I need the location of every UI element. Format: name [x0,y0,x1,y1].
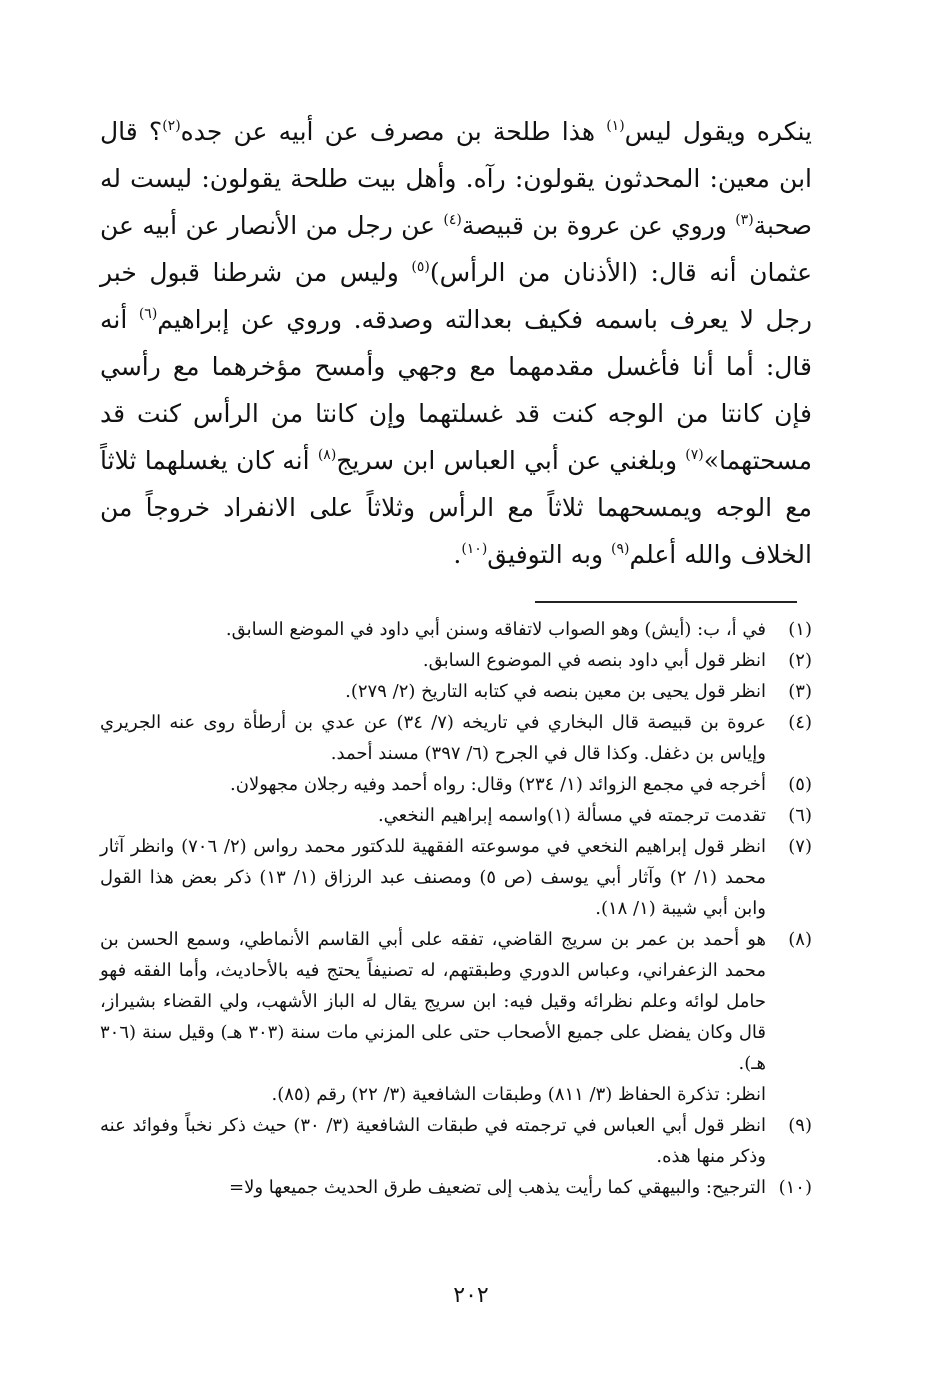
footnote-line: عروة بن قبيصة قال البخاري في تاريخه (٧/ ٣٤) عن عدي بن أرطأة روى عنه الجريري وإياس بن دغفل. وكذا قال في الجرح (٦/ ٣٩٧) مسند أحمد. [100,712,766,764]
footnote-ref: (٥) [411,259,430,275]
footnote-item [100,924,812,1110]
footnote-number: (١) [788,619,812,640]
footnote-number: (٨) [788,929,812,950]
footnote-ref: (٣) [735,212,754,228]
text-segment: ؟ قال ابن معين: المحدثون يقولون: رآه. وأهل بيت طلحة يقولون: ليست له صحبة [100,117,812,240]
footnote-number: (٩) [788,1115,812,1136]
footnote-text [100,614,766,645]
footnote-divider [535,601,797,603]
footnote-number: (٦) [788,805,812,826]
footnote-ref: (٧) [685,447,704,463]
text-segment: وروي عن عروة بن قبيصة [461,211,736,240]
text-segment: أنه قال: أما أنا فأغسل مقدمهما مع وجهي وأمسح مؤخرهما مع رأسي فإن كانتا من الوجه كنت قد غسلتهما وإن كانتا من الرأس كنت قد مسحتهما» [100,305,812,475]
footnote-text [100,800,766,831]
main-paragraph [100,108,812,578]
footnote-item [100,676,812,707]
text-segment: وبلغني عن أبي العباس ابن سريج [336,446,686,475]
footnote-item [100,1172,812,1203]
text-segment: ينكره ويقول ليس [624,117,813,146]
footnote-ref: (٨) [317,447,337,463]
footnote-text [100,831,766,924]
footnote-text [100,769,766,800]
footnote-number: (٧) [788,836,812,857]
footnote-item [100,1110,812,1172]
footnote-line: في أ، ب: (أيش) وهو الصواب لاتفاقه وسنن أبي داود في الموضع السابق. [225,619,766,640]
footnote-ref: (٦) [138,306,158,322]
footnote-number: (٥) [788,774,812,795]
footnotes-section [100,614,812,1203]
footnote-item [100,707,812,769]
text-segment: هذا طلحة بن مصرف عن أبيه عن جده [180,117,607,146]
footnote-ref: (٢) [162,118,181,134]
text-segment: أنه كان يغسلهما ثلاثاً مع الوجه ويمسحهما ثلاثاً مع الرأس وثلاثاً على الانفراد خروجاً من الخلاف والله أعلم [100,446,812,569]
text-segment: عن رجل من الأنصار عن أبيه عن عثمان أنه قال: (الأذنان من الرأس) [100,211,812,287]
page-number: ٢٠٢ [453,1283,489,1308]
footnote-text [100,1110,766,1172]
footnote-line: انظر قول إبراهيم النخعي في موسوعته الفقهية للدكتور محمد رواس (٢/ ٧٠٦) وانظر آثار محمد (١/ ٢) وآثار أبي يوسف (ص ٥) ومصنف عبد الرزاق (١/ ١٣) ذكر بعض هذا القول وابن أبي شيبة (١/ ١٨). [100,836,766,919]
footnote-line: هو أحمد بن عمر بن سريج القاضي، تفقه على أبي القاسم الأنماطي، وسمع الحسن بن محمد الزعفراني، وعباس الدوري وطبقتهم، له تصنيفاً يحتج فيه بالأحاديث، وأما الفقه فهو حامل لوائه وعلم نظرائه وقيل فيه: ابن سريج يقال له الباز الأشهب، ولي القضاء بشيراز، قال وكان يفضل على جميع الأصحاب حتى على المزني مات سنة (٣٠٣ هـ) وقيل سنة (٣٠٦ هـ). [100,929,766,1074]
footnote-line: أخرجه في مجمع الزوائد (١/ ٢٣٤) وقال: رواه أحمد وفيه رجلان مجهولان. [230,774,766,795]
footnote-item [100,769,812,800]
text-segment: وليس من شرطنا قبول خبر رجل لا يعرف باسمه فكيف بعدالته وصدقه. وروي عن إبراهيم [100,258,812,334]
footnote-line: انظر قول أبي العباس في ترجمته في طبقات الشافعية (٣/ ٣٠) حيث ذكر نخباً وفوائد عنه وذكر منها هذه. [100,1115,766,1167]
footnote-number: (٤) [788,712,812,733]
footnote-text [100,707,766,769]
footnote-ref: (٤) [443,212,462,228]
footnote-line: انظر: تذكرة الحفاظ (٣/ ٨١١) وطبقات الشافعية (٣/ ٢٢) رقم (٨٥). [271,1084,766,1105]
footnote-line: تقدمت ترجمته في مسألة (١)واسمه إبراهيم النخعي. [377,805,766,826]
footnote-number: (١٠) [778,1177,812,1198]
footnote-number: (٣) [788,681,812,702]
footnote-text [100,676,766,707]
text-segment: وبه التوفيق [487,540,611,569]
footnote-line: انظر قول أبي داود بنصه في الموضوع السابق. [422,650,766,671]
footnote-item [100,831,812,924]
footnote-item [100,800,812,831]
footnote-line: الترجيح: والبيهقي كما رأيت يذهب إلى تضعيف طرق الحديث جميعها ولا= [228,1177,766,1198]
footnote-ref: (١٠) [461,541,488,557]
footnote-item [100,645,812,676]
footnote-ref: (٩) [611,541,630,557]
footnote-text [100,924,766,1110]
text-segment: . [453,540,462,569]
footnote-text [100,1172,766,1203]
footnote-number: (٢) [788,650,812,671]
footnote-text [100,645,766,676]
footnote-ref: (١) [606,118,625,134]
main-text [100,108,812,578]
footnote-line: انظر قول يحيى بن معين بنصه في كتابه التاريخ (٢/ ٢٧٩). [345,681,766,702]
footnote-item [100,614,812,645]
